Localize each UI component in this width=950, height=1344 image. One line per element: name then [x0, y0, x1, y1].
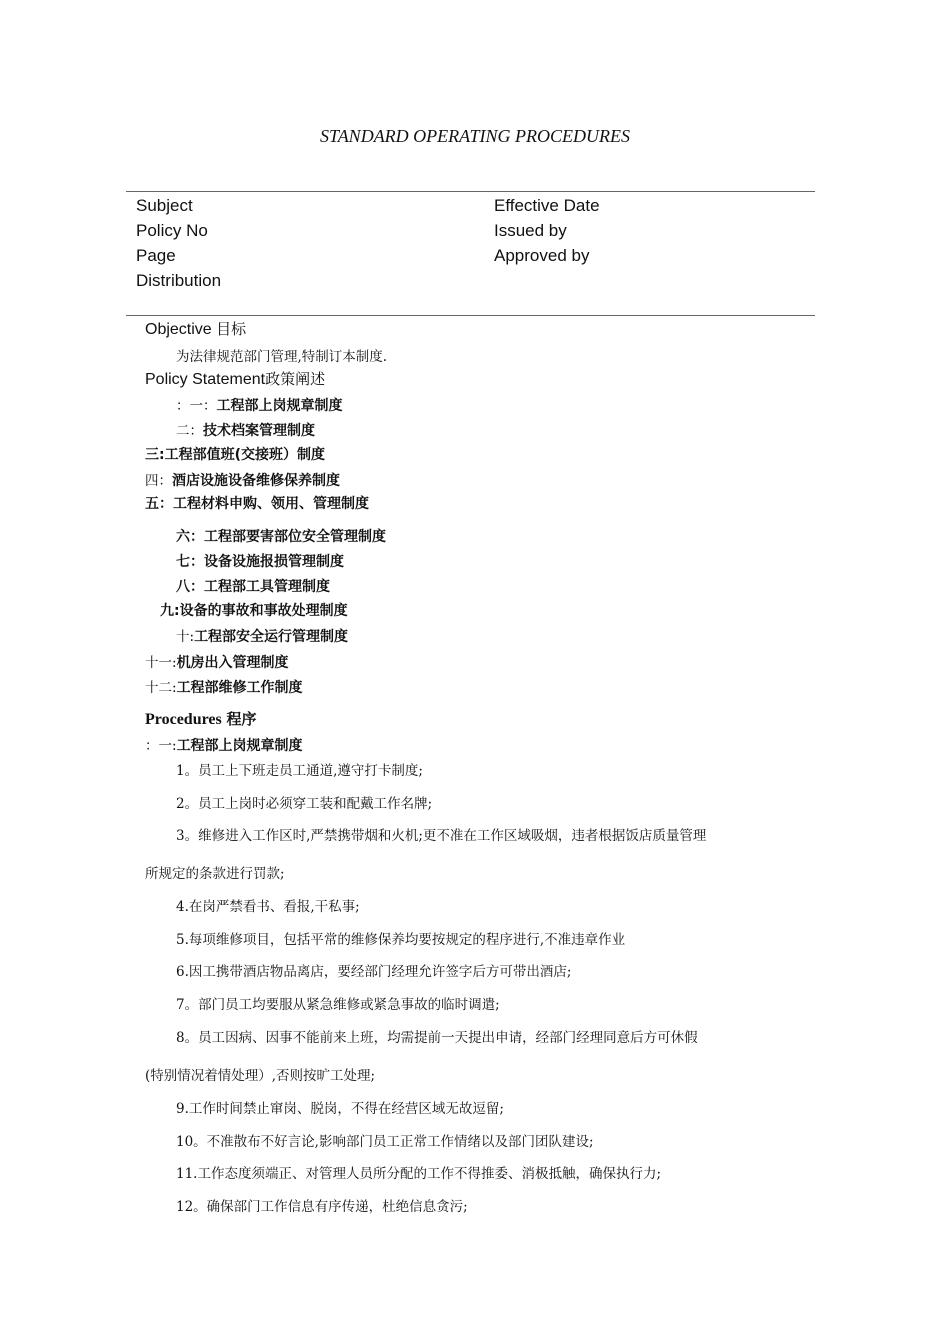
- procedure-line: (特别情况着情处理）,否则按旷工处理;: [145, 1068, 376, 1084]
- policy-item: 十二:工程部维修工作制度: [145, 680, 303, 696]
- procedure-line: 11.工作态度须端正、对管理人员所分配的工作不得推委、消极抵触，确保执行力;: [176, 1166, 662, 1182]
- procedure-line: 所规定的条款进行罚款;: [145, 866, 285, 882]
- field-page: Page: [136, 246, 176, 265]
- page-title: STANDARD OPERATING PROCEDURES: [320, 126, 630, 146]
- policy-item: 十:工程部安全运行管理制度: [176, 629, 349, 645]
- procedure-line: 4.在岗严禁看书、看报,干私事;: [176, 899, 360, 915]
- procedure-line: 2。员工上岗时必须穿工装和配戴工作名牌;: [176, 796, 433, 812]
- procedure-line: 7。部门员工均要服从紧急维修或紧急事故的临时调遣;: [176, 997, 500, 1013]
- field-distribution: Distribution: [136, 271, 222, 290]
- procedures-subheading: ：一:工程部上岗规章制度: [145, 738, 303, 754]
- procedures-heading: Procedures 程序: [145, 710, 257, 728]
- procedure-line: 10。不准散布不好言论,影响部门员工正常工作情绪以及部门团队建设;: [176, 1134, 594, 1150]
- procedure-line: 3。维修进入工作区时,严禁携带烟和火机;更不准在工作区域吸烟，违者根据饭店质量管理: [176, 828, 707, 844]
- procedure-line: 1。员工上下班走员工通道,遵守打卡制度;: [176, 763, 423, 779]
- policy-item: 七：设备设施报损管理制度: [176, 554, 344, 570]
- policy-item: 四：酒店设施设备维修保养制度: [145, 473, 340, 489]
- objective-text: 为法律规范部门管理,特制订本制度.: [176, 349, 388, 365]
- policy-item: ：一：工程部上岗规章制度: [176, 398, 343, 414]
- field-approved-by: Approved by: [494, 246, 590, 265]
- header-right-fields: [494, 193, 600, 268]
- procedure-line: 6.因工携带酒店物品离店，要经部门经理允许签字后方可带出酒店;: [176, 964, 572, 980]
- policy-item: 十一:机房出入管理制度: [145, 655, 289, 671]
- field-policy-no: Policy No: [136, 221, 208, 240]
- policy-item: 八：工程部工具管理制度: [176, 579, 330, 595]
- header-top-rule: [126, 191, 815, 192]
- policy-item: 五：工程材料申购、领用、管理制度: [145, 496, 369, 512]
- header-left-fields: [136, 193, 221, 293]
- procedure-line: 12。确保部门工作信息有序传递，杜绝信息贪污;: [176, 1199, 468, 1215]
- policy-item: 二：技术档案管理制度: [176, 423, 315, 439]
- field-effective-date: Effective Date: [494, 196, 600, 215]
- field-subject: Subject: [136, 196, 193, 215]
- policy-item: 九:设备的事故和事故处理制度: [160, 603, 348, 619]
- procedure-line: 5.每项维修项目，包括平常的维修保养均要按规定的程序进行,不准违章作业: [176, 932, 626, 948]
- objective-heading: Objective 目标: [145, 320, 247, 338]
- procedure-line: 8。员工因病、因事不能前来上班，均需提前一天提出申请，经部门经理同意后方可休假: [176, 1030, 698, 1046]
- policy-item: 三:工程部值班(交接班）制度: [145, 447, 326, 463]
- procedure-line: 9.工作时间禁止窜岗、脱岗，不得在经营区域无故逗留;: [176, 1101, 504, 1117]
- policy-item: 六：工程部要害部位安全管理制度: [176, 529, 386, 545]
- header-bottom-rule: [126, 315, 815, 316]
- policy-heading: Policy Statement政策阐述: [145, 370, 326, 388]
- field-issued-by: Issued by: [494, 221, 567, 240]
